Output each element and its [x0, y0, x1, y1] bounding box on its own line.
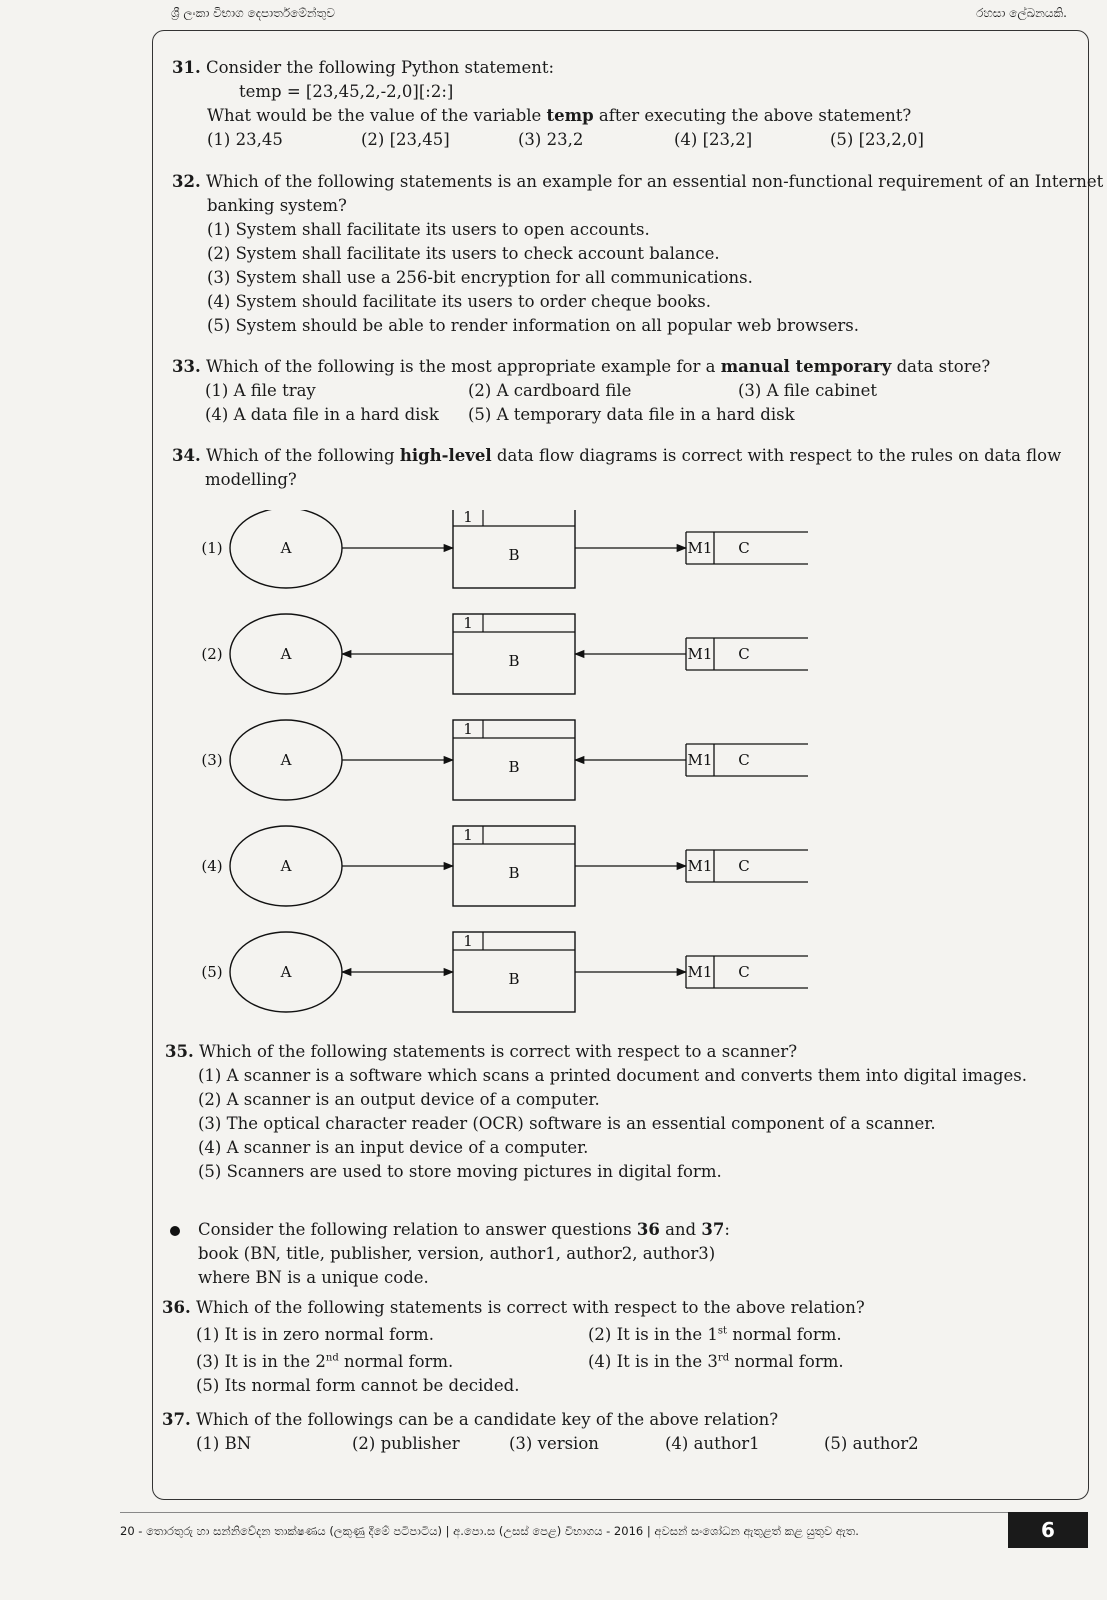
question-text: Consider the following Python statement: — [205, 58, 555, 77]
header-department: ශ්‍රී ලංකා විභාග දෙපාර්තමේන්තුව — [171, 6, 336, 20]
question-number: 35. — [165, 1042, 194, 1061]
entity-label: A — [280, 963, 292, 981]
store-label: C — [738, 857, 750, 875]
process-label: B — [508, 652, 520, 670]
footer-text: 20 - තොරතුරු හා සන්නිවේදන තාක්ෂණය (ලකුණු දීමේ පටිපාටිය) | අ.පො.ස (උසස් පෙළ) විභාගය - 2016 | අවසන් සංශෝධන ඇතුළත් කළ යුතුව ඇත. — [120, 1512, 1008, 1549]
question-number: 33. — [172, 357, 201, 376]
store-label: C — [738, 539, 750, 557]
note-text: Consider the following relation to answer questions — [198, 1220, 637, 1239]
options-row — [162, 1432, 1062, 1456]
store-id: M1 — [687, 645, 713, 663]
entity-label: A — [280, 539, 292, 557]
option-3[interactable]: (3) System shall use a 256-bit encryption for all communications. — [207, 268, 753, 287]
question-text: after executing the above statement? — [593, 106, 912, 125]
dfd-option-label: (1) — [201, 539, 223, 557]
option-3[interactable]: (3) version — [509, 1434, 599, 1453]
option-2[interactable]: (2) [23,45] — [361, 130, 450, 149]
process-label: B — [508, 758, 520, 776]
process-label: B — [508, 546, 520, 564]
options-row — [162, 1347, 1062, 1374]
process-id: 1 — [463, 614, 473, 632]
bold-term: high-level — [399, 446, 492, 465]
option-1[interactable]: (1) System shall facilitate its users to open accounts. — [207, 220, 650, 239]
store-id: M1 — [687, 963, 713, 981]
dfd-row-5 — [201, 932, 808, 1012]
question-34 — [172, 444, 1082, 492]
question-text: data store? — [891, 357, 991, 376]
option-1[interactable]: (1) 23,45 — [207, 130, 283, 149]
note-text: and — [659, 1220, 702, 1239]
option-3[interactable]: (3) It is in the 2nd normal form. — [196, 1352, 454, 1371]
option-2[interactable]: (2) System shall facilitate its users to check account balance. — [207, 244, 720, 263]
store-label: C — [738, 963, 750, 981]
bold-term: temp — [546, 106, 594, 125]
store-id: M1 — [687, 751, 713, 769]
question-text: What would be the value of the variable — [207, 106, 547, 125]
process-id: 1 — [463, 720, 473, 738]
note-text: : — [724, 1220, 730, 1239]
question-number: 36. — [162, 1298, 191, 1317]
question-text: banking system? — [207, 196, 347, 215]
relation-where: where BN is a unique code. — [198, 1268, 429, 1287]
process-id: 1 — [463, 826, 473, 844]
question-text: modelling? — [205, 470, 297, 489]
process-id: 1 — [463, 510, 473, 526]
question-text: data flow diagrams is correct with respect to the rules on data flow — [491, 446, 1062, 465]
question-31 — [172, 56, 1072, 152]
question-number: 32. — [172, 172, 201, 191]
relation-schema: book (BN, title, publisher, version, author1, author2, author3) — [198, 1244, 716, 1263]
bullet-icon — [170, 1226, 180, 1236]
entity-label: A — [280, 751, 292, 769]
options-row — [172, 403, 1072, 427]
option-1[interactable]: (1) It is in zero normal form. — [196, 1325, 434, 1344]
question-ref: 37 — [701, 1220, 725, 1239]
dfd-option-label: (4) — [201, 857, 223, 875]
question-text: Which of the following statements is an example for an essential non-functional requirement of an Internet — [205, 172, 1104, 191]
option-4[interactable]: (4) A data file in a hard disk — [205, 405, 439, 424]
question-text: Which of the following — [205, 446, 400, 465]
question-32 — [172, 170, 1104, 338]
option-2[interactable]: (2) A scanner is an output device of a computer. — [198, 1090, 600, 1109]
question-ref: 36 — [636, 1220, 660, 1239]
option-2[interactable]: (2) A cardboard file — [468, 381, 632, 400]
dfd-option-label: (5) — [201, 963, 223, 981]
dfd-row-1 — [201, 510, 808, 588]
option-1[interactable]: (1) BN — [196, 1434, 252, 1453]
question-text: Which of the followings can be a candidate key of the above relation? — [195, 1410, 779, 1429]
question-text: Which of the following is the most appropriate example for a — [205, 357, 721, 376]
process-label: B — [508, 864, 520, 882]
store-label: C — [738, 645, 750, 663]
options-row — [172, 128, 1072, 152]
question-number: 37. — [162, 1410, 191, 1429]
store-id: M1 — [687, 539, 713, 557]
dfd-options-diagram — [190, 510, 840, 1030]
option-1[interactable]: (1) A file tray — [205, 381, 316, 400]
question-36 — [162, 1296, 1062, 1398]
option-3[interactable]: (3) The optical character reader (OCR) software is an essential component of a scanner. — [198, 1114, 936, 1133]
option-5[interactable]: (5) Scanners are used to store moving pictures in digital form. — [198, 1162, 722, 1181]
dfd-row-2 — [201, 614, 808, 694]
process-label: B — [508, 970, 520, 988]
option-2[interactable]: (2) It is in the 1st normal form. — [588, 1325, 842, 1344]
option-4[interactable]: (4) It is in the 3rd normal form. — [588, 1352, 844, 1371]
question-text: Which of the following statements is correct with respect to a scanner? — [198, 1042, 798, 1061]
question-35 — [165, 1040, 1065, 1184]
dfd-option-label: (2) — [201, 645, 223, 663]
options-row — [172, 379, 1072, 403]
store-label: C — [738, 751, 750, 769]
question-37 — [162, 1408, 1062, 1456]
option-3[interactable]: (3) 23,2 — [518, 130, 584, 149]
entity-label: A — [280, 857, 292, 875]
relation-note — [198, 1218, 1078, 1290]
question-number: 34. — [172, 446, 201, 465]
option-3[interactable]: (3) A file cabinet — [738, 381, 878, 400]
option-4[interactable]: (4) [23,2] — [674, 130, 753, 149]
option-5[interactable]: (5) author2 — [824, 1434, 919, 1453]
dfd-row-3 — [201, 720, 808, 800]
dfd-row-4 — [201, 826, 808, 906]
options-row — [162, 1320, 1062, 1347]
option-5[interactable]: (5) [23,2,0] — [830, 130, 924, 149]
bold-term: manual temporary — [720, 357, 892, 376]
option-4[interactable]: (4) System should facilitate its users to order cheque books. — [207, 292, 711, 311]
question-text: Which of the following statements is correct with respect to the above relation? — [195, 1298, 865, 1317]
dfd-option-label: (3) — [201, 751, 223, 769]
entity-label: A — [280, 645, 292, 663]
header-confidential: රහසා ලේඛනයකි. — [976, 6, 1067, 20]
option-4[interactable]: (4) author1 — [665, 1434, 760, 1453]
option-5[interactable]: (5) System should be able to render information on all popular web browsers. — [207, 316, 859, 335]
code-line: temp = [23,45,2,-2,0][:2:] — [239, 82, 454, 101]
option-5[interactable]: (5) Its normal form cannot be decided. — [196, 1376, 520, 1395]
question-number: 31. — [172, 58, 201, 77]
process-id: 1 — [463, 932, 473, 950]
option-5[interactable]: (5) A temporary data file in a hard disk — [468, 405, 795, 424]
store-id: M1 — [687, 857, 713, 875]
option-1[interactable]: (1) A scanner is a software which scans a printed document and converts them into digital images. — [198, 1066, 1027, 1085]
question-33 — [172, 355, 1072, 427]
option-4[interactable]: (4) A scanner is an input device of a computer. — [198, 1138, 589, 1157]
page-number: 6 — [1008, 1512, 1088, 1548]
option-2[interactable]: (2) publisher — [352, 1434, 460, 1453]
